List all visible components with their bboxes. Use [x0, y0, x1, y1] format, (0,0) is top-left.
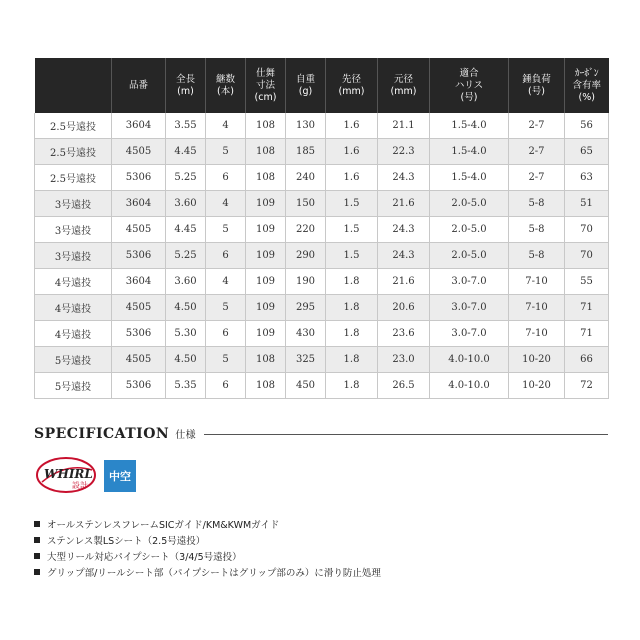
table-cell: 430: [286, 321, 326, 347]
table-cell: 5: [206, 139, 246, 165]
table-row: [35, 347, 609, 373]
table-cell: 4.45: [166, 217, 206, 243]
table-cell: 3.0-7.0: [430, 321, 509, 347]
table-cell: 20.6: [378, 295, 430, 321]
table-cell: 63: [565, 165, 609, 191]
feature-item: [34, 566, 381, 582]
table-cell: 1.6: [326, 165, 378, 191]
feature-text: オールステンレスフレームSICガイド/KM&KWMガイド: [47, 520, 280, 531]
table-cell: 450: [286, 373, 326, 399]
table-row: [35, 243, 609, 269]
table-cell: 70: [565, 217, 609, 243]
table-cell: 23.6: [378, 321, 430, 347]
table-cell: 240: [286, 165, 326, 191]
table-cell: 109: [246, 217, 286, 243]
column-header: 仕舞 寸法 (cm): [246, 58, 286, 113]
table-cell: 5306: [112, 165, 166, 191]
table-cell: 109: [246, 269, 286, 295]
column-header: [35, 58, 112, 113]
column-header: 継数 (本): [206, 58, 246, 113]
feature-item: [34, 534, 381, 550]
table-cell: 7-10: [509, 269, 565, 295]
column-header: 品番: [112, 58, 166, 113]
table-cell: 109: [246, 321, 286, 347]
section-divider: [204, 434, 608, 435]
table-cell: 1.5: [326, 191, 378, 217]
header-row: [35, 58, 609, 113]
table-cell: 7-10: [509, 295, 565, 321]
table-cell: 10-20: [509, 347, 565, 373]
table-row: [35, 139, 609, 165]
table-cell: 150: [286, 191, 326, 217]
table-row: [35, 295, 609, 321]
table-cell: 5-8: [509, 191, 565, 217]
section-subtitle: 仕様: [175, 430, 197, 441]
table-cell: 4: [206, 269, 246, 295]
spec-table: [34, 58, 609, 399]
table-cell: 22.3: [378, 139, 430, 165]
table-row: [35, 165, 609, 191]
table-row: [35, 321, 609, 347]
table-cell: 108: [246, 165, 286, 191]
section-title: SPECIFICATION: [34, 426, 170, 442]
table-cell: 5号遠投: [35, 347, 112, 373]
table-cell: 1.8: [326, 269, 378, 295]
table-cell: 65: [565, 139, 609, 165]
table-cell: 2.0-5.0: [430, 243, 509, 269]
table-cell: 2.5号遠投: [35, 165, 112, 191]
table-cell: 2.0-5.0: [430, 217, 509, 243]
table-cell: 108: [246, 373, 286, 399]
table-cell: 185: [286, 139, 326, 165]
table-cell: 108: [246, 113, 286, 139]
table-cell: 6: [206, 321, 246, 347]
bullet-icon: [34, 569, 40, 575]
table-cell: 7-10: [509, 321, 565, 347]
table-cell: 109: [246, 243, 286, 269]
table-cell: 6: [206, 243, 246, 269]
bullet-icon: [34, 521, 40, 527]
table-cell: 55: [565, 269, 609, 295]
table-cell: 290: [286, 243, 326, 269]
column-header: 先径 (mm): [326, 58, 378, 113]
column-header: 錘負荷 (号): [509, 58, 565, 113]
table-cell: 1.5: [326, 217, 378, 243]
table-cell: 1.8: [326, 347, 378, 373]
table-cell: 1.5: [326, 243, 378, 269]
table-cell: 108: [246, 347, 286, 373]
table-cell: 4: [206, 191, 246, 217]
table-cell: 220: [286, 217, 326, 243]
table-cell: 1.5-4.0: [430, 139, 509, 165]
bullet-icon: [34, 537, 40, 543]
table-cell: 5: [206, 295, 246, 321]
table-cell: 21.1: [378, 113, 430, 139]
table-cell: 2-7: [509, 165, 565, 191]
table-cell: 24.3: [378, 243, 430, 269]
table-cell: 3.0-7.0: [430, 295, 509, 321]
table-cell: 5.25: [166, 165, 206, 191]
table-cell: 4号遠投: [35, 295, 112, 321]
table-cell: 5306: [112, 243, 166, 269]
table-cell: 1.8: [326, 321, 378, 347]
table-cell: 5: [206, 217, 246, 243]
table-cell: 3604: [112, 269, 166, 295]
column-header: 自重 (g): [286, 58, 326, 113]
table-cell: 4.0-10.0: [430, 373, 509, 399]
table-cell: 23.0: [378, 347, 430, 373]
table-cell: 5.25: [166, 243, 206, 269]
table-cell: 109: [246, 191, 286, 217]
table-cell: 190: [286, 269, 326, 295]
table-cell: 3.0-7.0: [430, 269, 509, 295]
table-cell: 4: [206, 113, 246, 139]
table-row: [35, 269, 609, 295]
table-cell: 72: [565, 373, 609, 399]
table-cell: 5-8: [509, 243, 565, 269]
table-cell: 1.8: [326, 373, 378, 399]
table-cell: 4505: [112, 347, 166, 373]
table-cell: 3.60: [166, 191, 206, 217]
table-cell: 5.35: [166, 373, 206, 399]
table-cell: 66: [565, 347, 609, 373]
table-cell: 21.6: [378, 269, 430, 295]
table-cell: 51: [565, 191, 609, 217]
table-cell: 4505: [112, 295, 166, 321]
table-cell: 4.45: [166, 139, 206, 165]
feature-list: [34, 518, 381, 582]
column-header: ｶｰﾎﾞﾝ 含有率 (%): [565, 58, 609, 113]
table-cell: 26.5: [378, 373, 430, 399]
table-cell: 4.50: [166, 295, 206, 321]
table-cell: 4号遠投: [35, 269, 112, 295]
feature-item: [34, 518, 381, 534]
table-row: [35, 373, 609, 399]
table-cell: 71: [565, 321, 609, 347]
table-cell: 4号遠投: [35, 321, 112, 347]
table-cell: 4.0-10.0: [430, 347, 509, 373]
table-cell: 24.3: [378, 217, 430, 243]
table-cell: 4505: [112, 139, 166, 165]
table-cell: 130: [286, 113, 326, 139]
table-cell: 1.5-4.0: [430, 113, 509, 139]
table-cell: 3号遠投: [35, 243, 112, 269]
table-cell: 5306: [112, 373, 166, 399]
table-cell: 5.30: [166, 321, 206, 347]
table-cell: 3604: [112, 191, 166, 217]
column-header: 全長 (m): [166, 58, 206, 113]
table-cell: 3.55: [166, 113, 206, 139]
table-cell: 1.6: [326, 113, 378, 139]
table-cell: 21.6: [378, 191, 430, 217]
column-header: 適合 ハリス (号): [430, 58, 509, 113]
table-cell: 71: [565, 295, 609, 321]
table-cell: 325: [286, 347, 326, 373]
table-cell: 3号遠投: [35, 217, 112, 243]
table-cell: 5: [206, 347, 246, 373]
table-cell: 108: [246, 139, 286, 165]
table-cell: 2-7: [509, 113, 565, 139]
feature-text: グリップ部/リールシート部（パイプシートはグリップ部のみ）に滑り防止処理: [47, 568, 381, 579]
table-cell: 5-8: [509, 217, 565, 243]
table-cell: 70: [565, 243, 609, 269]
bullet-icon: [34, 553, 40, 559]
table-cell: 2.5号遠投: [35, 139, 112, 165]
table-cell: 56: [565, 113, 609, 139]
table-cell: 2.5号遠投: [35, 113, 112, 139]
table-cell: 6: [206, 373, 246, 399]
table-cell: 295: [286, 295, 326, 321]
whirl-logo-subtext: 設計: [72, 481, 88, 490]
table-cell: 4505: [112, 217, 166, 243]
table-cell: 5306: [112, 321, 166, 347]
table-cell: 4.50: [166, 347, 206, 373]
table-row: [35, 191, 609, 217]
table-row: [35, 113, 609, 139]
table-cell: 24.3: [378, 165, 430, 191]
table-cell: 1.8: [326, 295, 378, 321]
table-cell: 109: [246, 295, 286, 321]
whirl-logo-text: WHIRL: [44, 467, 93, 481]
table-cell: 2-7: [509, 139, 565, 165]
feature-text: ステンレス製LSシート（2.5号遠投）: [47, 536, 206, 547]
table-cell: 1.5-4.0: [430, 165, 509, 191]
section-heading: [34, 426, 196, 442]
whirl-logo: [36, 456, 96, 494]
table-cell: 3.60: [166, 269, 206, 295]
table-cell: 1.6: [326, 139, 378, 165]
table-cell: 5号遠投: [35, 373, 112, 399]
table-cell: 3604: [112, 113, 166, 139]
table-cell: 10-20: [509, 373, 565, 399]
hollow-badge: 中空: [104, 460, 136, 492]
feature-text: 大型リール対応パイプシート（3/4/5号遠投）: [47, 552, 242, 563]
table-cell: 6: [206, 165, 246, 191]
table-cell: 3号遠投: [35, 191, 112, 217]
feature-item: [34, 550, 381, 566]
table-cell: 2.0-5.0: [430, 191, 509, 217]
table-row: [35, 217, 609, 243]
column-header: 元径 (mm): [378, 58, 430, 113]
